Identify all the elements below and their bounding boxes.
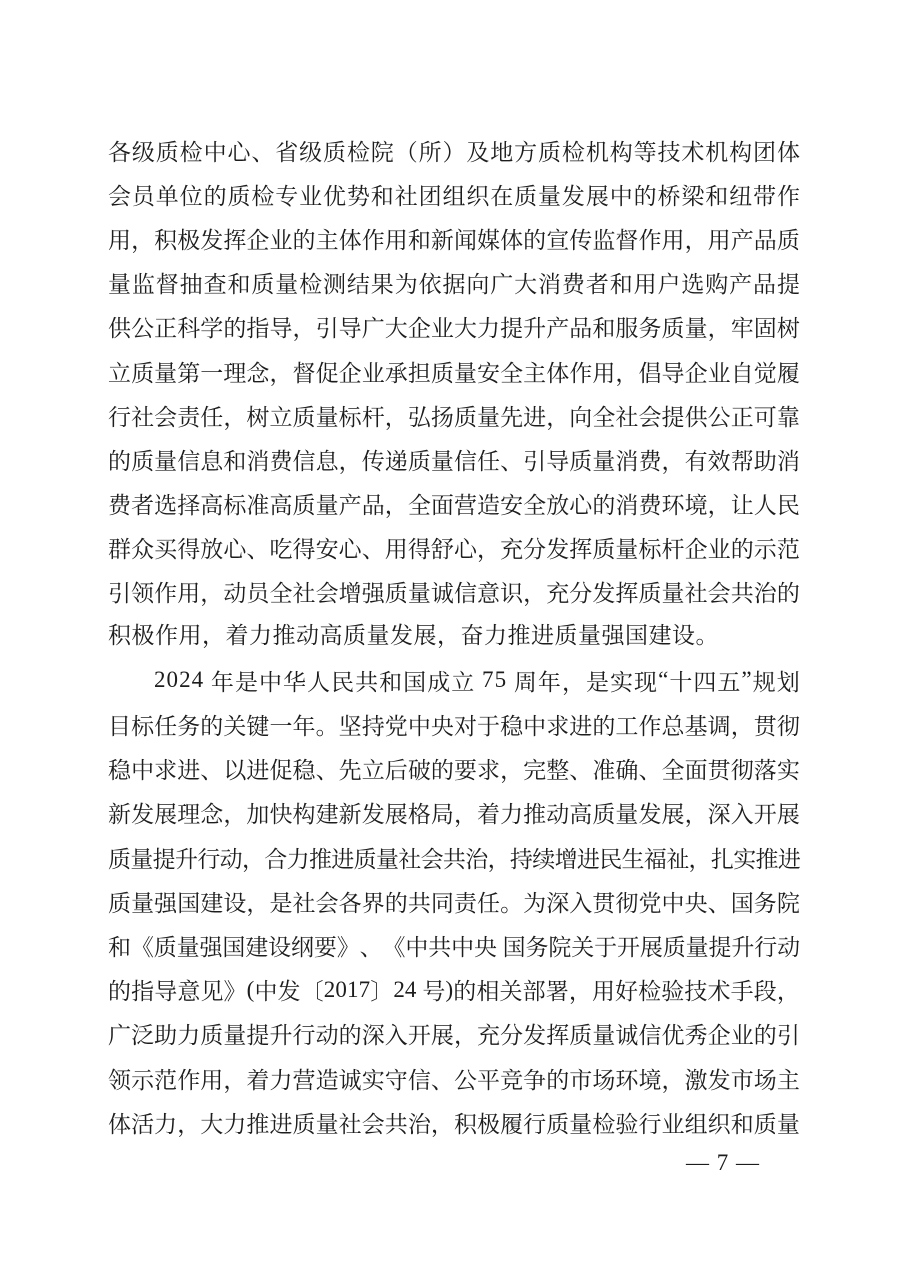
text-line: 量 监 督 抽 查 和 质 量 检 测 结 果 为 依 据 向 广 大 消 费 者 和 用 户 选 购 产 品 提 xyxy=(108,272,800,298)
text-line: 质 量 强 国 建 设 ， 是 社 会 各 界 的 共 同 责 任 。 为 深 入 贯 彻 党 中 央 、 国 务 院 xyxy=(108,890,800,916)
text-line: 积极作用，着力推动高质量发展，奋力推进质量强国建设。 xyxy=(108,623,719,649)
text-line: 质 量 提 升 行 动 ， 合 力 推 进 质 量 社 会 共 治 ， 持 续 增 进 民 生 福 祉 ， 扎 实 推 进 xyxy=(108,846,801,872)
text-line: 费 者 选 择 高 标 准 高 质 量 产 品 ， 全 面 营 造 安 全 放 心 的 消 费 环 境 ， 让 人 民 xyxy=(108,493,800,519)
text-line: 供 公 正 科 学 的 指 导 ， 引 导 广 大 企 业 大 力 提 升 产 品 和 服 务 质 量 ， 牢 固 树 xyxy=(108,316,800,342)
text-line: 稳 中 求 进 、 以 进 促 稳 、 先 立 后 破 的 要 求 ， 完 整 、 准 确 、 全 面 贯 彻 落 实 xyxy=(108,758,800,784)
paragraph-2 xyxy=(108,658,800,1144)
text-line: 各 级 质 检 中 心 、 省 级 质 检 院 （ 所 ） 及 地 方 质 检 机 构 等 技 术 机 构 团 体 xyxy=(108,139,800,165)
text-line: 的 指 导 意 见 》 ( 中 发 〔 2 0 1 7 〕 2 4 号 ) 的 相 关 部 署 ， 用 好 检 验 技 术 手 段 ， xyxy=(108,976,800,1005)
text-line: 的 质 量 信 息 和 消 费 信 息 ， 传 递 质 量 信 任 、 引 导 质 量 消 费 ， 有 效 帮 助 消 xyxy=(108,448,800,474)
text-line: 目 标 任 务 的 关 键 一 年 。 坚 持 党 中 央 对 于 稳 中 求 进 的 工 作 总 基 调 ， 贯 彻 xyxy=(108,714,800,740)
text-line: 新 发 展 理 念 ， 加 快 构 建 新 发 展 格 局 ， 着 力 推 动 高 质 量 发 展 ， 深 入 开 展 xyxy=(108,802,800,828)
text-line: 引 领 作 用 ， 动 员 全 社 会 增 强 质 量 诚 信 意 识 ， 充 分 发 挥 质 量 社 会 共 治 的 xyxy=(108,581,800,607)
text-line: 行 社 会 责 任 ， 树 立 质 量 标 杆 ， 弘 扬 质 量 先 进 ， 向 全 社 会 提 供 公 正 可 靠 xyxy=(108,404,800,430)
text-line: 群 众 买 得 放 心 、 吃 得 安 心 、 用 得 舒 心 ， 充 分 发 挥 质 量 标 杆 企 业 的 示 范 xyxy=(108,537,800,563)
paragraph-1 xyxy=(108,128,800,658)
text-line: 用 ， 积 极 发 挥 企 业 的 主 体 作 用 和 新 闻 媒 体 的 宣 传 监 督 作 用 ， 用 产 品 质 xyxy=(108,227,800,253)
text-line: 广 泛 助 力 质 量 提 升 行 动 的 深 入 开 展 ， 充 分 发 挥 质 量 诚 信 优 秀 企 业 的 引 xyxy=(108,1023,800,1049)
text-line: 和 《 质 量 强 国 建 设 纲 要 》 、 《 中 共 中 央 国 务 院 关 于 开 展 质 量 提 升 行 动 xyxy=(108,934,801,960)
text-line: 2 0 2 4 年 是 中 华 人 民 共 和 国 成 立 7 5 周 年 ， 是 实 现 “ 十 四 五 ” 规 划 xyxy=(154,667,800,695)
text-line: 体 活 力 ， 大 力 推 进 质 量 社 会 共 治 ， 积 极 履 行 质 量 检 验 行 业 组 织 和 质 量 xyxy=(108,1111,800,1137)
page-number: — 7 — xyxy=(686,1150,760,1175)
text-line: 立 质 量 第 一 理 念 ， 督 促 企 业 承 担 质 量 安 全 主 体 作 用 ， 倡 导 企 业 自 觉 履 xyxy=(108,360,800,386)
text-line: 领 示 范 作 用 ， 着 力 营 造 诚 实 守 信 、 公 平 竞 争 的 市 场 环 境 ， 激 发 市 场 主 xyxy=(108,1067,800,1093)
text-line: 会 员 单 位 的 质 检 专 业 优 势 和 社 团 组 织 在 质 量 发 展 中 的 桥 梁 和 纽 带 作 xyxy=(108,183,800,209)
document-body xyxy=(108,128,800,1144)
